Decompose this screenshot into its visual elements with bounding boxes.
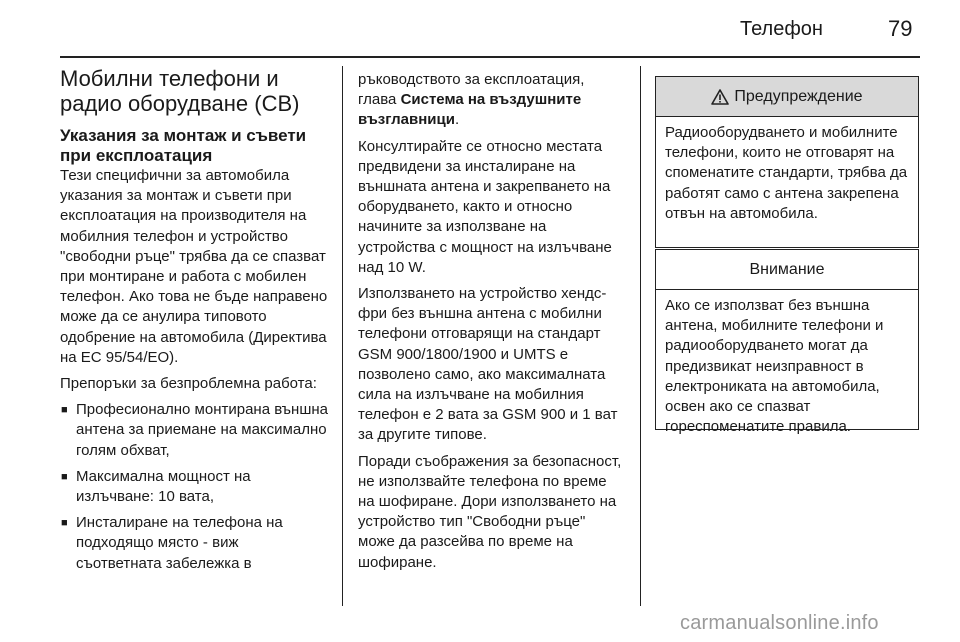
column-divider-right: [640, 66, 641, 606]
intro-paragraph: Тези специфични за автомобила указания за монтаж и съвети при експлоатация на производителя на мобилния телефон и устройство "свободни ръце" трябва да се спазват при монтиране и работа с мобилен телефон. Ако това не бъде направено може да се анулира типовото одобрение на автомобила (Директива на ЕС 95/54/ЕО).: [60, 167, 328, 366]
recommendations-intro: Препоръки за безпроблемна работа:: [60, 375, 317, 393]
warning-box: [655, 76, 919, 248]
airbag-chapter-ref: Система на въздушните възглавници: [358, 91, 582, 129]
list-item: ■ Инсталиране на телефона на подходящо място - виж съответната забележка в: [60, 513, 328, 574]
warning-box-header: [656, 77, 918, 117]
warning-text: Радиооборудването и мобилните телефони, които не отговарят на споменатите стандарти, трябва да работят само с антена закрепена отвън на автомобила.: [665, 124, 908, 222]
middle-column: [358, 70, 626, 579]
continued-end: .: [454, 111, 460, 129]
section-title: Телефон: [740, 18, 823, 40]
safety-paragraph: Поради съображения за безопасност, не използвайте телефона по време на шофиране. Дори използването на устройство тип "Свободни ръце" може да разсейва по време на шофиране.: [358, 452, 622, 571]
article-title: Мобилни телефони и радио оборудване (СВ): [60, 66, 300, 116]
page-header: [0, 0, 960, 60]
header-divider: [60, 56, 920, 58]
watermark: carmanualsonline.info: [680, 612, 879, 634]
caution-title: Внимание: [749, 260, 825, 278]
warning-title: Предупреждение: [734, 87, 863, 105]
recommendations-list: [60, 400, 328, 574]
warning-triangle-icon: [711, 89, 729, 105]
caution-box-header: [656, 250, 918, 290]
caution-text: Ако се използват без външна антена, мобилните телефони и радиооборудването могат да предизвикат неизправност в електрониката на автомобила, освен ако се спазват гореспоменатите правила.: [665, 297, 884, 436]
antenna-paragraph: Консултирайте се относно местата предвидени за инсталиране на външната антена и закрепването на оборудването, както и относно начините за използване на устройства с мощност на излъчване над 10 W.: [358, 137, 612, 276]
continued-paragraph: [358, 70, 626, 131]
section-subtitle: Указания за монтаж и съвети при експлоатация: [60, 126, 307, 165]
handsfree-paragraph: Използването на устройство хендс-фри без външна антена с мобилни телефони отговарящи на стандарт GSM 900/1800/1900 и UMTS е позволено само, ако максималната сила на излъчване на мобилния телефон е 2 вата за GSM 900 и 1 ват за другите типове.: [358, 285, 618, 444]
page-number: 79: [888, 16, 913, 41]
list-item: ■ Максимална мощност на излъчване: 10 вата,: [60, 467, 328, 507]
continued-text: ръководството за експлоатация, глава: [358, 71, 585, 109]
column-divider-left: [342, 66, 343, 606]
left-column: [60, 66, 328, 580]
list-item: ■ Професионално монтирана външна антена за приемане на максимално голям обхват,: [60, 400, 328, 461]
caution-box: [655, 249, 919, 436]
